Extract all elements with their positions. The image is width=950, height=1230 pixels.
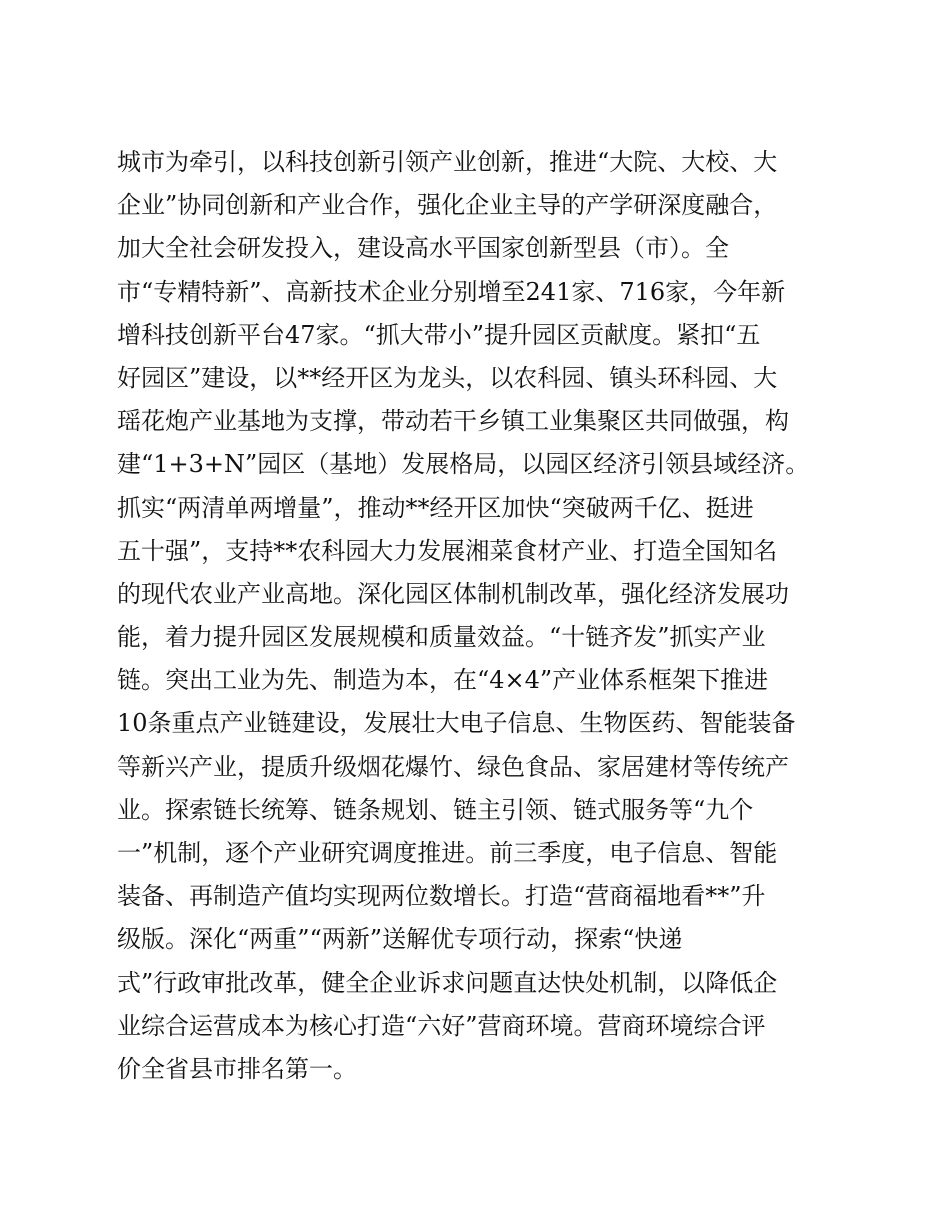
text-line: 价全省县市排名第一。 <box>117 1054 357 1083</box>
text-line: 链。突出工业为先、制造为本，在“4×4”产业体系框架下推进 <box>117 666 769 695</box>
text-line: 等新兴产业，提质升级烟花爆竹、绿色食品、家居建材等传统产 <box>117 752 789 781</box>
text-line: 装备、再制造产值均实现两位数增长。打造“营商福地看**”升 <box>117 882 766 911</box>
text-line: 10条重点产业链建设，发展壮大电子信息、生物医药、智能装备 <box>117 709 796 738</box>
text-line: 增科技创新平台47家。“抓大带小”提升园区贡献度。紧扣“五 <box>117 320 761 349</box>
text-line: 的现代农业产业高地。深化园区体制机制改革，强化经济发展功 <box>117 579 789 608</box>
text-line: 能，着力提升园区发展规模和质量效益。“十链齐发”抓实产业 <box>117 623 766 652</box>
text-line: 业综合运营成本为核心打造“六好”营商环境。营商环境综合评 <box>117 1011 766 1040</box>
text-line: 市“专精特新”、高新技术企业分别增至241家、716家，今年新 <box>117 277 786 306</box>
text-line: 抓实“两清单两增量”，推动**经开区加快“突破两千亿、挺进 <box>117 493 754 522</box>
body-paragraph <box>117 141 837 1091</box>
text-line: 瑶花炮产业基地为支撑，带动若干乡镇工业集聚区共同做强，构 <box>117 407 789 436</box>
text-line: 加大全社会研发投入，建设高水平国家创新型县（市）。全 <box>117 234 729 263</box>
text-line: 式”行政审批改革，健全企业诉求问题直达快处机制，以降低企 <box>117 968 778 997</box>
text-line: 五十强”，支持**农科园大力发展湘菜食材产业、打造全国知名 <box>117 536 778 565</box>
text-line: 城市为牵引，以科技创新引领产业创新，推进“大院、大校、大 <box>117 148 778 176</box>
text-line: 级版。深化“两重”“两新”送解优专项行动，探索“快递 <box>117 925 683 954</box>
text-line: 业。探索链长统筹、链条规划、链主引领、链式服务等“九个 <box>117 795 754 824</box>
text-line: 建“1+3+N”园区（基地）发展格局，以园区经济引领县域经济。 <box>117 450 810 479</box>
text-line: 企业”协同创新和产业合作，强化企业主导的产学研深度融合， <box>117 191 778 220</box>
text-line: 一”机制，逐个产业研究调度推进。前三季度，电子信息、智能 <box>117 839 778 867</box>
text-line: 好园区”建设，以**经开区为龙头，以农科园、镇头环科园、大 <box>117 363 778 392</box>
